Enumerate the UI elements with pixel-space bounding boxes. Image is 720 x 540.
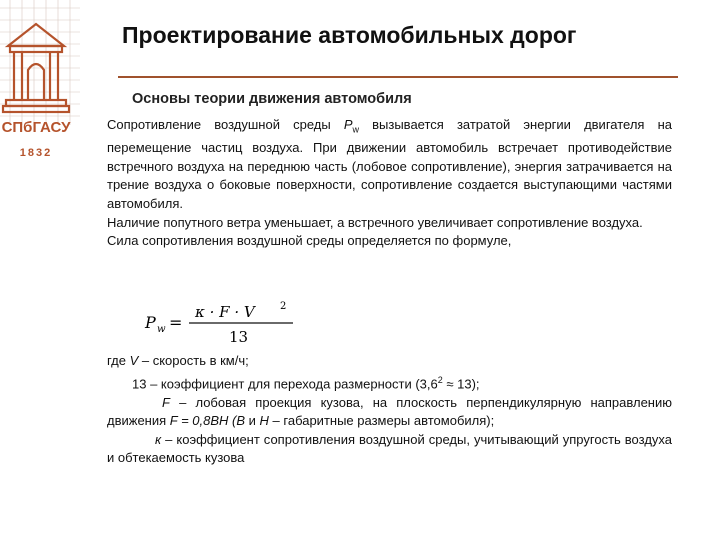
note-sup: 2 <box>437 374 443 385</box>
note-text: и <box>245 413 260 429</box>
note-var: F = 0,8BH (B <box>169 413 246 429</box>
note-text: – габаритные размеры автомобиля); <box>268 413 495 429</box>
note-var: F <box>162 394 170 410</box>
note-text: где <box>107 353 130 368</box>
note-var: H <box>259 413 269 429</box>
formula-lhs-sub: w <box>157 324 166 335</box>
note-text: – скорость в км/ч; <box>138 353 249 368</box>
paragraph-text: Сопротивление воздушной среды <box>107 117 344 132</box>
note-var: к <box>155 431 162 447</box>
variable-subscript: w <box>352 124 359 135</box>
note-text: 13 – коэффициент для перехода размерности (3,6 <box>132 375 438 391</box>
note-speed <box>107 352 672 371</box>
paragraph-wind: Наличие попутного ветра уменьшает, а встречного увеличивает сопротивление воздуха. <box>107 214 643 230</box>
university-logo <box>0 0 80 165</box>
variable-p: P <box>343 117 353 132</box>
formula-notes <box>107 352 672 468</box>
title-divider <box>118 76 678 78</box>
formula-lhs: P <box>145 313 156 332</box>
note-text: ≈ 13); <box>442 375 480 391</box>
formula <box>143 300 303 346</box>
note-drag-coefficient <box>107 431 672 468</box>
note-text: – лобовая проекция кузова, на плоскость перпендикулярную направлению движения <box>107 394 672 429</box>
note-coefficient <box>107 371 672 394</box>
svg-text:СПбГАСУ: СПбГАСУ <box>1 119 71 136</box>
paragraph-air-resistance <box>107 116 672 214</box>
note-var: V <box>129 353 139 368</box>
page-title: Проектирование автомобильных дорог <box>122 22 577 48</box>
svg-text:1832: 1832 <box>19 147 53 159</box>
paragraph-text-cont: вызывается затратой энергии двигателя на перемещение частиц воздуха. При движении автомобиль встречает противодействие встречного воздуха на переднюю часть (лобовое сопротивление), энергия затрачивается на трение воздуха о боковые поверхности, сопротивление создается выступающими частями автомобиля. <box>107 117 672 211</box>
formula-equals: = <box>169 313 183 332</box>
section-subtitle: Основы теории движения автомобиля <box>132 91 412 107</box>
note-frontal-area <box>107 394 672 431</box>
note-text: – коэффициент сопротивления воздушной среды, учитывающий упругость воздуха и обтекаемость кузова <box>107 431 672 466</box>
paragraph-formula-intro: Сила сопротивления воздушной среды определяется по формуле, <box>107 233 512 249</box>
building-logo-icon <box>0 0 80 165</box>
body-text <box>107 116 672 251</box>
formula-denominator: 13 <box>229 328 249 346</box>
formula-numerator: κ · F · V <box>195 303 255 321</box>
formula-exponent: 2 <box>280 301 287 312</box>
